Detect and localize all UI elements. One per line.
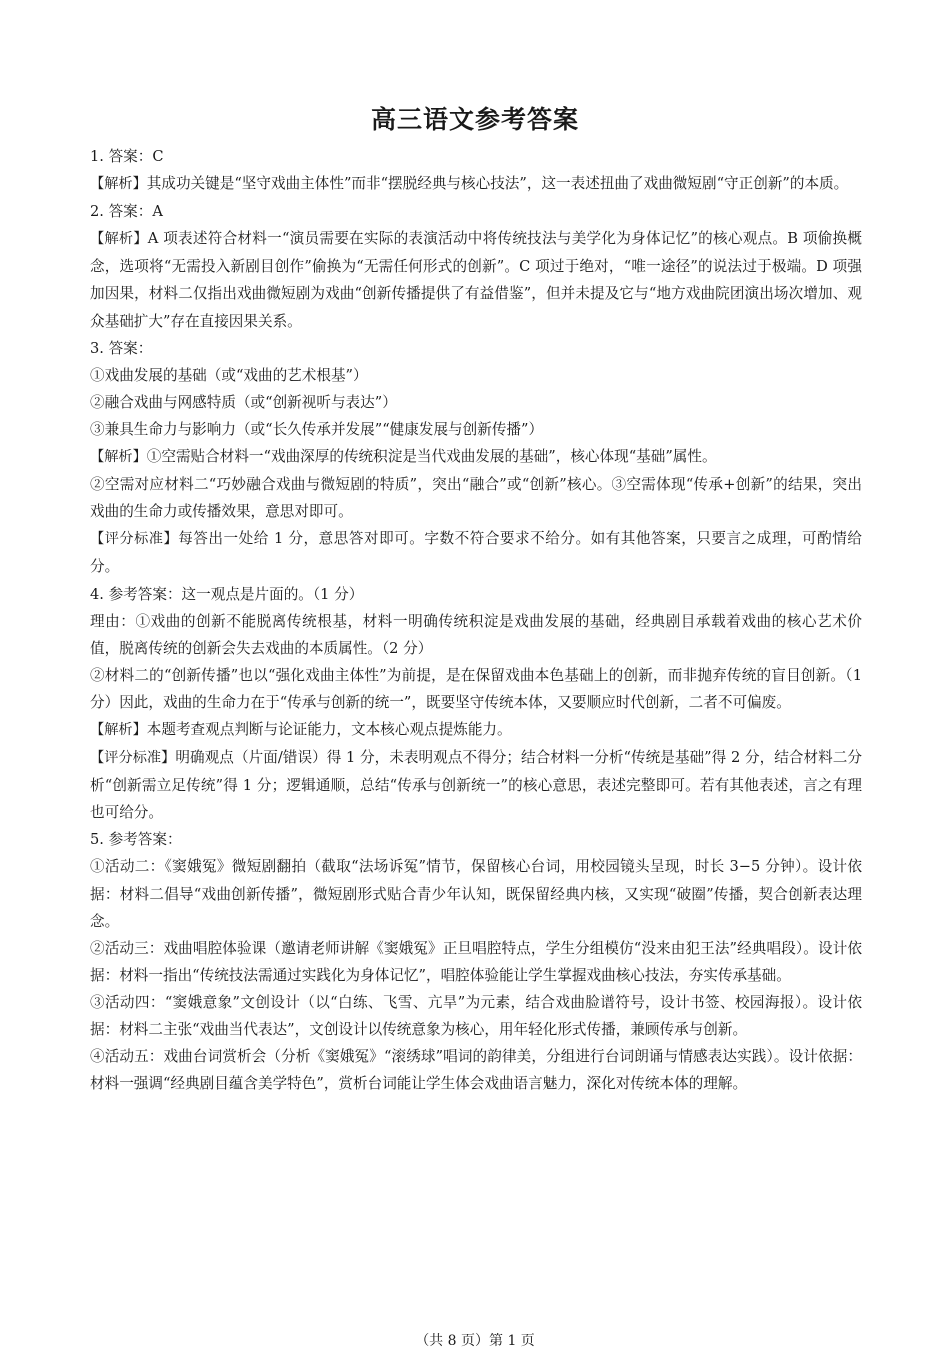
q3-answer: 3. 答案： xyxy=(90,339,153,357)
criteria-label: 【评分标准】 xyxy=(90,531,179,548)
page-title: 高三语文参考答案 xyxy=(370,105,579,134)
q3-item: ③兼具生命力与影响力（或“长久传承并发展”“健康发展与创新传播”） xyxy=(90,420,544,438)
q1-answer: 1. 答案：C xyxy=(90,148,164,165)
q1-analysis xyxy=(90,170,862,198)
q5-item: ③活动四：“窦娥意象”文创设计（以“白练、飞雪、亢旱”为元素，结合戏曲脸谱符号，设计书签、校园海报）。设计依据：材料二主张“戏曲当代表达”，文创设计以传统意象为核心，用年轻化形式传播，兼顾传承与创新。 xyxy=(90,993,862,1038)
q5-item: ①活动二：《窦娥冤》微短剧翻拍（截取“法场诉冤”情节，保留核心台词，用校园镜头呈现，时长 3−5 分钟）。设计依据：材料二倡导“戏曲创新传播”，微短剧形式贴合青少年认知，既保留经典内核，又实现“破圈”传播，契合创新表达理念。 xyxy=(90,858,862,930)
analysis-label: 【解析】 xyxy=(90,449,147,466)
q2-analysis xyxy=(90,225,862,334)
q2-answer: 2. 答案：A xyxy=(90,203,163,221)
analysis-label: 【解析】 xyxy=(90,721,147,738)
q4-answer: 4. 参考答案：这一观点是片面的。（1 分） xyxy=(90,585,364,603)
answer-content xyxy=(90,143,862,1097)
q3-analysis-text: ①空需贴合材料一“戏曲深厚的传统积淀是当代戏曲发展的基础”，核心体现“基础”属性。 xyxy=(146,448,717,466)
q3-analysis xyxy=(90,443,862,471)
q4-criteria-text: 明确观点（片面/错误）得 1 分，未表明观点不得分；结合材料一分析“传统是基础”得 2 分，结合材料二分析“创新需立足传统”得 1 分；逻辑通顺，总结“传承与创新统一”的核心意思，表述完整即可。若有其他表述，言之有理也可给分。 xyxy=(90,749,862,822)
q3-item: ①戏曲发展的基础（或“戏曲的艺术根基”） xyxy=(90,366,368,384)
q5-item: ④活动五：戏曲台词赏析会（分析《窦娥冤》“滚绣球”唱词的韵律美，分组进行台词朗诵与情感表达实践）。设计依据：材料一强调“经典剧目蕴含美学特色”，赏析台词能让学生体会戏曲语言魅力，深化对传统本体的理解。 xyxy=(90,1048,862,1093)
analysis-label: 【解析】 xyxy=(90,176,147,193)
q5-item: ②活动三：戏曲唱腔体验课（邀请老师讲解《窦娥冤》正旦唱腔特点，学生分组模仿“没来由犯王法”经典唱段）。设计依据：材料一指出“传统技法需通过实践化为身体记忆”，唱腔体验能让学生掌握戏曲核心技法，夯实传承基础。 xyxy=(90,939,862,984)
q5-answer: 5. 参考答案： xyxy=(90,831,182,849)
q3-criteria xyxy=(90,525,862,580)
criteria-label: 【评分标准】 xyxy=(90,750,176,767)
q1-analysis-text: 其成功关键是“坚守戏曲主体性”而非“摆脱经典与核心技法”，这一表述扭曲了戏曲微短剧“守正创新”的本质。 xyxy=(146,175,849,193)
q4-reason: 理由：①戏曲的创新不能脱离传统根基，材料一明确传统积淀是戏曲发展的基础，经典剧目承载着戏曲的核心艺术价值，脱离传统的创新会失去戏曲的本质属性。（2 分） xyxy=(90,612,862,657)
q2-analysis-text: A 项表述符合材料一“演员需要在实际的表演活动中将传统技法与美学化为身体记忆”的核心观点。B 项偷换概念，选项将“无需投入新剧目创作”偷换为“无需任何形式的创新”。C 项过于绝对，“唯一途径”的说法过于极端。D 项强加因果，材料二仅指出戏曲微短剧为戏曲“创新传播提供了有益借鉴”，但并未提及它与“地方戏曲院团演出场次增加、观众基础扩大”存在直接因果关系。 xyxy=(90,230,862,330)
q3-item: ②融合戏曲与网感特质（或“创新视听与表达”） xyxy=(90,393,397,411)
q3-analysis-continued: ②空需对应材料二“巧妙融合戏曲与微短剧的特质”，突出“融合”或“创新”核心。③空需体现“传承+创新”的结果，突出戏曲的生命力或传播效果，意思对即可。 xyxy=(90,476,862,521)
q4-reason: ②材料二的“创新传播”也以“强化戏曲主体性”为前提，是在保留戏曲本色基础上的创新，而非抛弃传统的盲目创新。（1 分）因此，戏曲的生命力在于“传承与创新的统一”，既要坚守传统本体，又要顺应时代创新，二者不可偏废。 xyxy=(90,666,862,711)
page-footer: （共 8 页）第 1 页 xyxy=(415,1333,535,1349)
q4-analysis-text: 本题考查观点判断与论证能力，文本核心观点提炼能力。 xyxy=(146,720,512,738)
q4-analysis xyxy=(90,716,862,744)
q4-criteria xyxy=(90,744,862,826)
analysis-label: 【解析】 xyxy=(90,231,148,248)
q3-criteria-text: 每答出一处给 1 分，意思答对即可。字数不符合要求不给分。如有其他答案，只要言之成理，可酌情给分。 xyxy=(90,530,862,576)
